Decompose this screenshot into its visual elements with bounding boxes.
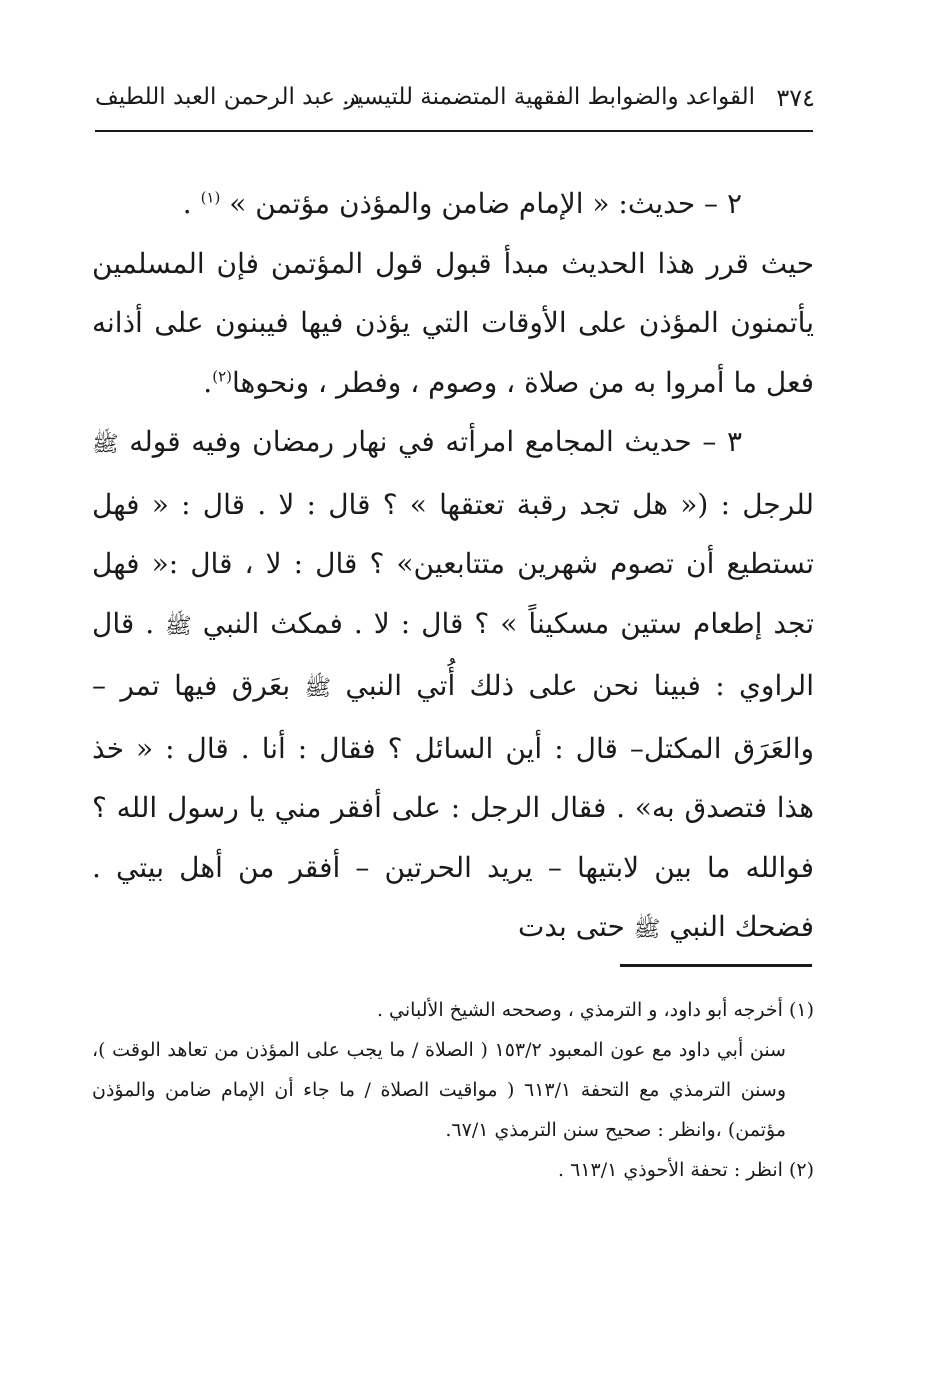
- salutation-glyph: ﷺ: [165, 613, 192, 639]
- hadith-3-segment-5: حتى بدت: [517, 910, 634, 943]
- footnotes: [92, 990, 814, 1190]
- hadith-3-segment-4: بعَرق فيها تمر –والعَرَق المكتل– قال : أين السائل ؟ فقال : أنا . قال : « خذ هذا فتصدق به» . فقال الرجل : على أفقر مني يا رسول الله ؟ فوالله ما بين لابتيها – يريد الحرتين – أفقر من أهل بيتي . فضحك النبي: [92, 669, 814, 943]
- footnote-divider: [620, 964, 812, 967]
- book-title: القواعد والضوابط الفقهية المتضمنة للتيسير: [344, 84, 755, 110]
- salutation-glyph: ﷺ: [92, 432, 119, 457]
- footnote-2: (٢) انظر : تحفة الأحوذي ٦١٣/١ .: [558, 1159, 814, 1181]
- header-divider: [95, 130, 813, 132]
- running-header: [95, 84, 815, 124]
- explanation-text: حيث قرر هذا الحديث مبدأ قبول قول المؤتمن فإن المسلمين يأتمنون المؤذن على الأوقات التي يؤذن فيها فيبنون على أذانه فعل ما أمروا به من صلاة ، وصوم ، وفطر ، ونحوها: [92, 246, 814, 399]
- paragraph-hadith-2: [92, 174, 814, 234]
- hadith-3-segment-1: ٣ – حديث المجامع امرأته في نهار رمضان وفيه قوله: [118, 425, 742, 458]
- page-number: ٣٧٤: [776, 84, 815, 112]
- footnote-ref-2: (٢): [212, 367, 232, 386]
- footnote-ref-1: (١): [200, 188, 221, 207]
- author-name: د. عبد الرحمن العبد اللطيف: [95, 84, 360, 110]
- salutation-glyph: ﷺ: [304, 676, 332, 701]
- salutation-glyph: ﷺ: [633, 917, 661, 942]
- explanation-end: .: [203, 365, 213, 399]
- main-text: [92, 174, 814, 960]
- paragraph-explanation: [92, 234, 814, 413]
- footnote-1-sources: سنن أبي داود مع عون المعبود ١٥٣/٢ ( الصلاة / ما يجب على المؤذن من تعاهد الوقت )، وسنن الترمذي مع التحفة ٦١٣/١ ( مواقيت الصلاة / ما جاء أن الإمام ضامن والمؤذن مؤتمن) ،وانظر : صحيح سنن الترمذي ٦٧/١.: [92, 1039, 786, 1141]
- hadith-2-text: ٢ – حديث: « الإمام ضامن والمؤذن مؤتمن »: [229, 187, 742, 220]
- footnote-1: (١) أخرجه أبو داود، و الترمذي ، وصححه الشيخ الألباني .: [376, 999, 814, 1021]
- hadith-3-segment-2: للرجل : (« هل تجد رقبة تعتقها » ؟ قال : لا . قال : « فهل تستطيع أن تصوم شهرين متتابعين» ؟ قال : لا ، قال :« فهل تجد إطعام ستين مسكيناً » ؟ قال : لا . فمكث النبي: [92, 487, 814, 640]
- paragraph-hadith-3: [92, 412, 814, 960]
- hadith-3-segment-3: . قال الراوي : فبينا نحن على ذلك أُتي النبي: [92, 606, 814, 702]
- hadith-2-end: .: [182, 187, 201, 220]
